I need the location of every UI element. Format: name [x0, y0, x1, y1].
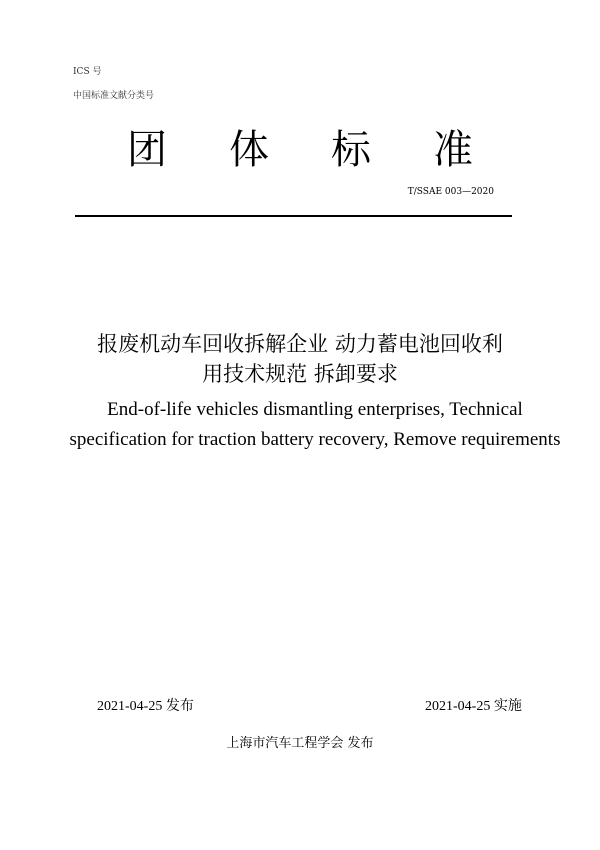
ics-number: ICS 号: [73, 67, 102, 77]
english-title-line-1: End-of-life vehicles dismantling enterprises, Technical: [107, 399, 523, 420]
publish-date: 2021-04-25 发布: [97, 699, 194, 714]
chinese-title-line-2: 用技术规范 拆卸要求: [202, 362, 398, 386]
ccs-number: 中国标准文献分类号: [73, 91, 155, 101]
publisher: 上海市汽车工程学会 发布: [226, 736, 374, 751]
implement-date: 2021-04-25 实施: [425, 699, 522, 714]
english-title-line-2: specification for traction battery recovery, Remove requirements: [69, 429, 561, 450]
header-divider: [75, 215, 512, 217]
standard-number: T/SSAE 003—2020: [407, 187, 494, 197]
document-type-title: 团体标准: [127, 127, 535, 173]
chinese-title-line-1: 报废机动车回收拆解企业 动力蓄电池回收利: [97, 332, 503, 356]
